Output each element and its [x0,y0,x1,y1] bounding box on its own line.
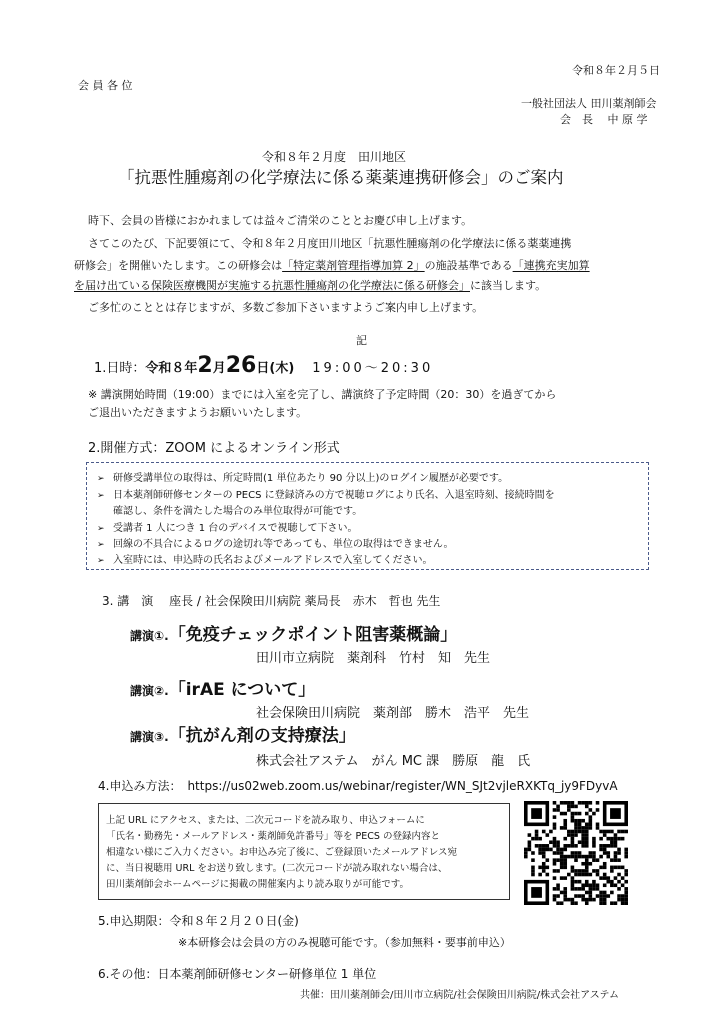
lecture-2: 講演②.「irAE について」 [130,680,316,700]
closing-paragraph: ご多忙のこととは存じますが、多数ご参加下さいますようご案内申し上げます。 [88,301,484,314]
body-line-3: を届け出ている保険医療機関が実施する抗悪性腫瘍剤の化学療法に係る研修会」に該当します。 [74,279,547,292]
instruction-line: 上記 URL にアクセス、または、二次元コードを読み取り、申込フォームに [106,815,425,826]
notice-bullet-continued: 確認し、条件を満たした場合のみ単位取得が可能です。 [113,506,363,517]
cosponsors: 共催：田川薬剤師会/田川市立病院/社会保険田川病院/株式会社アステム [300,990,620,1001]
notice-bullet: ➢ 研修受講単位の取得は、所定時間(1 単位あたり 90 分以上)のログイン履歴が必要です。 [97,473,509,484]
datetime-note-2: ご退出いただきますようお願いいたします。 [88,406,308,419]
notice-bullet: ➢ 入室時には、申込時の氏名およびメールアドレスで入室してください。 [97,555,433,566]
event-format: 2.開催方式：ZOOM によるオンライン形式 [88,441,340,456]
instruction-line: に、当日視聴用 URL をお送り致します。(二次元コードが読み取れない場合は、 [106,863,448,874]
underlined-text: 「連携充実加算 [512,259,590,272]
notice-bullet: ➢ 回線の不具合によるログの途切れ等であっても、単位の取得はできません。 [97,539,454,550]
application-deadline: 5.申込期限：令和８年２月２０日(金) [98,914,299,928]
recipient: 会 員 各 位 [78,79,133,92]
arrow-bullet-icon: ➢ [97,474,105,484]
lecture-chair: 3. 講 演 座長 / 社会保険田川病院 薬局長 赤木 哲也 先生 [102,594,441,608]
application-method: 4.申込み方法： https://us02web.zoom.us/webinar/register/WN_SJt2vjleRXKTq_jy9FDyvA [98,779,618,793]
qr-code-icon[interactable] [524,801,628,905]
body-line-1: さてこのたび、下記要領にて、令和８年２月度田川地区「抗悪性腫瘍剤の化学療法に係る薬薬連携 [88,237,572,250]
instruction-line: 相違ない様にご入力ください。お申込み完了後に、ご登録頂いたメールアドレス宛 [106,847,458,858]
ki-marker: 記 [356,334,367,347]
greeting-paragraph: 時下、会員の皆様におかれましては益々ご清栄のこととお慶び申し上げます。 [88,214,473,227]
lecture-1: 講演①.「免疫チェックポイント阻害薬概論」 [130,625,458,645]
organization-name: 一般社団法人 田川薬剤師会 [521,97,657,110]
instruction-line: 田川薬剤師会ホームページに掲載の開催案内より読み取りが可能です。 [106,879,410,890]
registration-url-link[interactable]: https://us02web.zoom.us/webinar/register/WN_SJt2vjleRXKTq_jy9FDyvA [187,779,618,793]
datetime-note-1: ※ 講演開始時間（19:00）までには入室を完了し、講演終了予定時間（20：30）を過ぎてから [88,388,557,401]
instruction-line: 「氏名・勤務先・メールアドレス・薬剤師免許番号」等を PECS の登録内容と [106,831,440,842]
other-info: 6.その他：日本薬剤師研修センター研修単位 1 単位 [98,967,377,981]
title-subtitle: 令和８年２月度 田川地区 [262,150,407,164]
deadline-note: ※本研修会は会員の方のみ視聴可能です。（参加無料・要事前申込） [178,936,511,949]
notice-bullet: ➢ 日本薬剤師研修センターの PECS に登録済みの方で視聴ログにより氏名、入退室時刻、接続時間を [97,490,555,501]
arrow-bullet-icon: ➢ [97,524,105,534]
lecture-2-speaker: 社会保険田川病院 薬剤部 勝木 浩平 先生 [256,706,530,721]
notice-box [86,462,649,570]
event-datetime: 1.日時：令和８年2月26日(木) 19:00～20:30 [94,353,434,378]
issue-date: 令和８年２月５日 [572,64,660,77]
lecture-3: 講演③.「抗がん剤の支持療法」 [130,726,356,746]
page-title: 「抗悪性腫瘍剤の化学療法に係る薬薬連携研修会」のご案内 [118,168,564,187]
body-line-2: 研修会」を開催いたします。この研修会は「特定薬剤管理指導加算 2」の施設基準である「連携充実加算 [74,259,590,272]
arrow-bullet-icon: ➢ [97,540,105,550]
president-name: 会 長 中 原 学 [560,113,648,126]
notice-bullet: ➢ 受講者 1 人につき 1 台のデバイスで視聴して下さい。 [97,523,358,534]
underlined-text: を届け出ている保険医療機関が実施する抗悪性腫瘍剤の化学療法に係る研修会」 [74,279,470,292]
underlined-text: 「特定薬剤管理指導加算 2」 [282,259,425,272]
arrow-bullet-icon: ➢ [97,491,105,501]
application-instructions-box [98,803,510,900]
lecture-1-speaker: 田川市立病院 薬剤科 竹村 知 先生 [256,651,491,666]
arrow-bullet-icon: ➢ [97,556,105,566]
lecture-3-speaker: 株式会社アステム がん MC 課 勝原 龍 氏 [256,754,531,769]
